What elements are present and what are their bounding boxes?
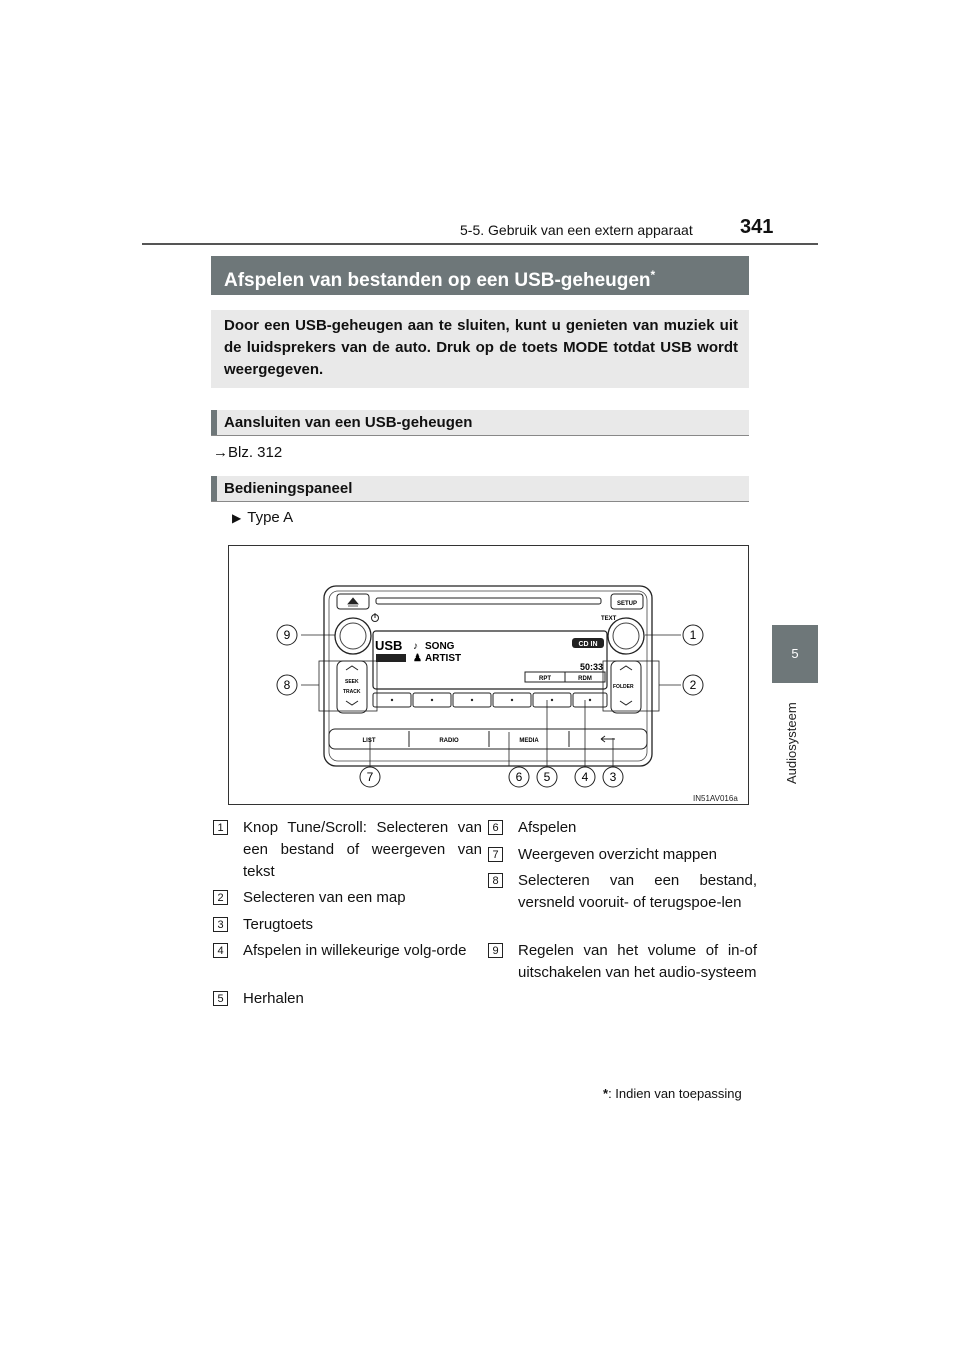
page-number: 341 — [740, 216, 774, 238]
svg-text:6: 6 — [515, 770, 523, 784]
folder-button-label: FOLDER — [613, 684, 634, 690]
legend-number: 2 — [213, 890, 228, 905]
svg-text:♟: ♟ — [413, 653, 422, 664]
display-rpt: RPT — [539, 676, 551, 682]
legend-number: 8 — [488, 873, 503, 888]
legend-number: 1 — [213, 820, 228, 835]
svg-text:3: 3 — [609, 770, 617, 784]
intro-box — [211, 310, 749, 388]
page-title-text: Afspelen van bestanden op een USB-geheugen — [224, 270, 651, 292]
display-rdm: RDM — [578, 676, 592, 682]
legend-text: Regelen van het volume of in-of uitschakelen van het audio-systeem — [518, 942, 757, 981]
page-reference-text: Blz. 312 — [228, 444, 283, 461]
svg-text:1: 1 — [689, 628, 697, 642]
section-heading-panel-text: Bedieningspaneel — [224, 480, 353, 497]
figure-code: IN51AV016a — [693, 794, 738, 803]
legend-text: Selecteren van een bestand, versneld vooruit- of terugspoe-len — [518, 872, 757, 911]
arrow-right-icon: → — [213, 444, 228, 461]
legend-text: Weergeven overzicht mappen — [518, 846, 717, 863]
display-artist: ARTIST — [425, 653, 462, 664]
svg-text:8: 8 — [283, 678, 291, 692]
panel-type-label — [232, 509, 293, 526]
chapter-label-text: Audiosysteem — [784, 702, 799, 784]
chapter-label — [782, 690, 808, 790]
legend-text: Knop Tune/Scroll: Selecteren van een bestand of weergeven van tekst — [243, 819, 482, 880]
legend-text: Afspelen — [518, 819, 577, 836]
page-title — [211, 256, 749, 295]
svg-text:4: 4 — [581, 770, 589, 784]
svg-text:2: 2 — [689, 678, 697, 692]
legend-text: Terugtoets — [243, 916, 314, 933]
legend-number: 5 — [213, 991, 228, 1006]
audio-panel-figure — [228, 545, 749, 805]
running-header-section: 5-5. Gebruik van een extern apparaat — [460, 222, 693, 238]
section-heading-connect-text: Aansluiten van een USB-geheugen — [224, 414, 473, 431]
list-button-label: LIST — [362, 738, 376, 744]
setup-button-label: SETUP — [616, 601, 638, 607]
legend-text: Afspelen in willekeurige volg-orde — [243, 942, 467, 959]
display-source: USB — [375, 638, 403, 653]
chapter-tab: 5 — [772, 625, 818, 683]
radio-button-label: RADIO — [439, 738, 459, 744]
legend-text: Selecteren van een map — [243, 889, 406, 906]
media-button-label: MEDIA — [519, 738, 539, 744]
svg-text:♪: ♪ — [413, 641, 418, 652]
header-rule — [142, 243, 818, 245]
legend-number: 6 — [488, 820, 503, 835]
footnote-text: : Indien van toepassing — [608, 1086, 742, 1101]
panel-type-text: Type A — [247, 509, 294, 526]
svg-text:5: 5 — [543, 770, 551, 784]
legend-number: 4 — [213, 943, 228, 958]
display-cd-in: CD IN — [578, 641, 598, 648]
legend-number: 9 — [488, 943, 503, 958]
intro-text: Door een USB-geheugen aan te sluiten, kunt u genieten van muziek uit de luidsprekers van de auto. Druk op de toets MODE totdat USB wordt weergegeven. — [224, 317, 738, 378]
page-reference[interactable] — [213, 444, 282, 461]
legend-number: 7 — [488, 847, 503, 862]
legend-text: Herhalen — [243, 990, 304, 1007]
text-button-label: TEXT — [601, 616, 617, 622]
footnote — [603, 1086, 742, 1101]
triangle-right-icon: ▶ — [232, 511, 242, 525]
audio-panel-illustration — [229, 546, 750, 806]
display-song: SONG — [425, 641, 455, 652]
svg-text:7: 7 — [366, 770, 374, 784]
section-heading-panel — [211, 476, 749, 502]
display-time: 50:33 — [579, 662, 603, 672]
title-footnote-marker: * — [650, 268, 656, 282]
section-heading-connect — [211, 410, 749, 436]
track-button-label: TRACK — [343, 689, 361, 695]
eject-icon — [348, 598, 358, 606]
seek-button-label: SEEK — [345, 679, 359, 685]
footnote-marker: * — [603, 1086, 609, 1101]
legend-number: 3 — [213, 917, 228, 932]
svg-text:9: 9 — [283, 628, 291, 642]
